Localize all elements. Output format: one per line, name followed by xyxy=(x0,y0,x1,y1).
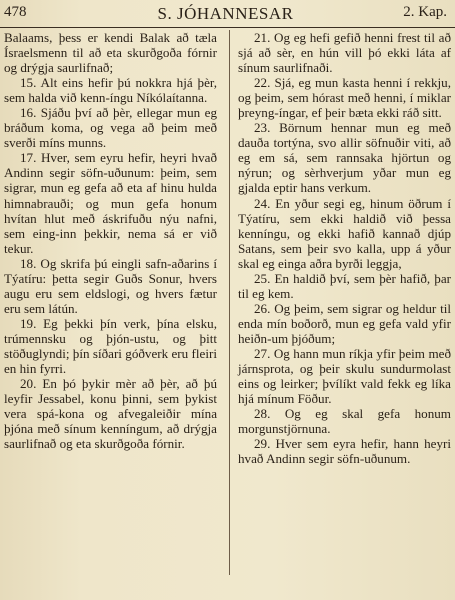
column-divider xyxy=(229,30,230,575)
running-header xyxy=(4,4,447,26)
verse-19: 19. Eg þekki þín verk, þína elsku, trúmennsku og þjón-ustu, og þitt stöðuglyndi; þín síðari góðverk eru fleiri en hin fyrri. xyxy=(4,315,217,377)
verse-29: 29. Hver sem eyra hefir, hann heyri hvað Andinn segir söfn-uðunum. xyxy=(238,436,451,467)
verse-25: 25. En haldið því, sem þèr hafið, þar til eg kem. xyxy=(238,270,451,301)
verse-28: 28. Og eg skal gefa honum morgunstjörnuna. xyxy=(238,406,451,437)
running-title: S. JÓHANNESAR xyxy=(157,4,294,23)
verse-16: 16. Sjáðu því að þèr, ellegar mun eg bráðum koma, og vega að þeim með sverði míns munns. xyxy=(4,105,217,151)
verse-22: 22. Sjá, eg mun kasta henni í rekkju, og þeim, sem hórast með henni, í miklar þreyng-íngar, ef þeir bæta ekki ráð sitt. xyxy=(238,75,451,121)
verse-15: 15. Alt eins hefir þú nokkra hjá þèr, sem halda við kenn-íngu Níkólaítanna. xyxy=(4,75,217,106)
left-column xyxy=(4,30,217,451)
right-column xyxy=(238,30,451,466)
verse-23: 23. Börnum hennar mun eg með dauða tortýna, svo allir söfnuðir viti, að eg em sá, sem rannsaka hjörtun og nýrun; og sèrhverjum yðar mun eg gjalda eptir hans verkum. xyxy=(238,120,451,196)
verse-24: 24. En yður segi eg, hinum öðrum í Týatíru, sem ekki haldið við þessa kenníngu, og ekki hafið kannað djúp Satans, sem þeir svo kalla, upp á yður skal eg einga aðra byrði leggja, xyxy=(238,195,451,271)
verse-27: 27. Og hann mun ríkja yfir þeim með járnsprota, og þeir skulu sundurmolast eins og leirker; þvílíkt vald fekk eg líka hjá mínum Föður. xyxy=(238,345,451,407)
verse-17: 17. Hver, sem eyru hefir, heyri hvað Andinn segir söfn-uðunum: þeim, sem sigrar, mun eg gefa að eta af hinu hulda himnabrauði; og mun gefa honum hvítan hlut með áskrifuðu nýu nafni, sem eing-inn þekkir, nema sá er við tekur. xyxy=(4,150,217,256)
page-number: 478 xyxy=(4,4,27,20)
chapter-label: 2. Kap. xyxy=(403,4,447,20)
verse-18: 18. Og skrifa þú eingli safn-aðarins í Týatíru: þetta segir Guðs Sonur, hvers augu eru sem eldslogi, og hvers fætur eru sem látún. xyxy=(4,255,217,316)
verse-continuation: Balaams, þess er kendi Balak að tæla Ísraelsmenn til að eta skurðgoða fórnir og drýgja saurlifnað; xyxy=(4,30,217,76)
verse-20: 20. En þó þykir mèr að þèr, að þú leyfir Jessabel, konu þinni, sem þykist vera spá-kona og afvegaleiðir mína þjóna með sínum kenníngum, að drýgja saurlifnað og eta skurðgoða fórnir. xyxy=(4,376,217,452)
verse-26: 26. Og þeim, sem sigrar og heldur til enda mín boðorð, mun eg gefa vald yfir heiðn-um þjóðum; xyxy=(238,300,451,346)
header-rule xyxy=(0,27,455,28)
verse-21: 21. Og eg hefi gefið henni frest til að sjá að sèr, en hún vill þó ekki láta af sínum saurlifnaði. xyxy=(238,30,451,76)
